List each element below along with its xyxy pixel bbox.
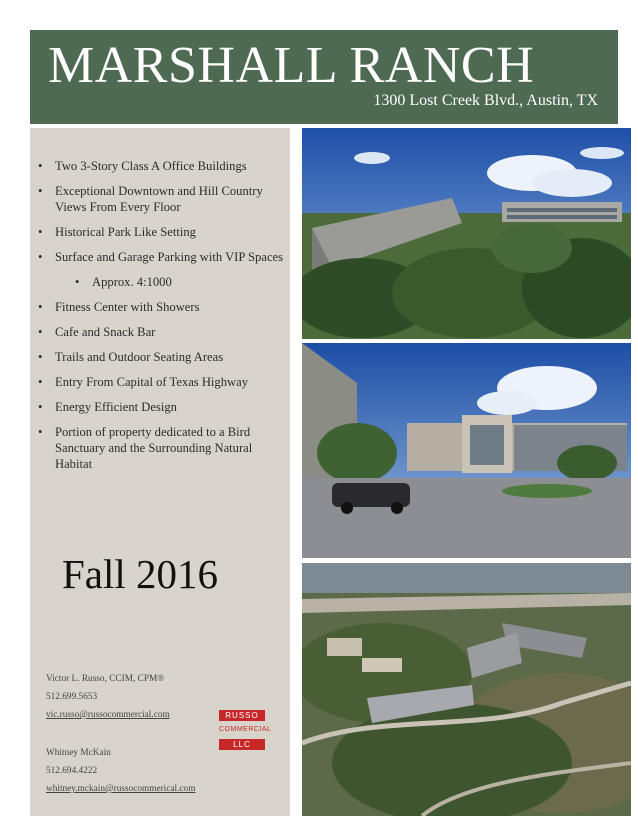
feature-item: • Exceptional Downtown and Hill Country Views From Every Floor xyxy=(30,183,290,215)
feature-item: • Fitness Center with Showers xyxy=(30,299,290,315)
availability-date: Fall 2016 xyxy=(62,551,219,597)
contact-block xyxy=(46,670,195,798)
logo-bottom: LLC xyxy=(219,739,265,750)
entrance-rendering-photo xyxy=(302,343,631,558)
feature-item: • Surface and Garage Parking with VIP Spaces xyxy=(30,249,290,265)
building-rendering-photo xyxy=(302,128,631,339)
contact-name: Victor L. Russo, CCIM, CPM® xyxy=(46,674,165,684)
aerial-rendering-photo xyxy=(302,563,631,816)
contact-email-link[interactable]: vic.russo@russocommercial.com xyxy=(46,710,170,720)
feature-item: • Portion of property dedicated to a Bird Sanctuary and the Surrounding Natural Habitat xyxy=(30,424,290,472)
feature-item: • Entry From Capital of Texas Highway xyxy=(30,374,290,390)
company-logo xyxy=(219,710,272,752)
feature-item: • Two 3-Story Class A Office Buildings xyxy=(30,158,290,174)
feature-item: • Trails and Outdoor Seating Areas xyxy=(30,349,290,365)
logo-top: RUSSO xyxy=(219,710,265,721)
contact-name: Whitney McKain xyxy=(46,748,111,758)
contact-email-link[interactable]: whitney.mckain@russocommerical.com xyxy=(46,784,196,794)
feature-item: • Energy Efficient Design xyxy=(30,399,290,415)
header-banner xyxy=(30,30,618,124)
contact-phone: 512.694.4222 xyxy=(46,766,98,776)
info-panel xyxy=(30,128,290,816)
contact-phone: 512.699.5653 xyxy=(46,692,98,702)
feature-subitem: • Approx. 4:1000 xyxy=(30,274,290,290)
page-title: MARSHALL RANCH xyxy=(48,37,535,94)
feature-item: • Cafe and Snack Bar xyxy=(30,324,290,340)
logo-middle: COMMERCIAL xyxy=(219,726,272,733)
property-address: 1300 Lost Creek Blvd., Austin, TX xyxy=(373,92,598,109)
feature-item: • Historical Park Like Setting xyxy=(30,224,290,240)
feature-list xyxy=(30,158,290,481)
